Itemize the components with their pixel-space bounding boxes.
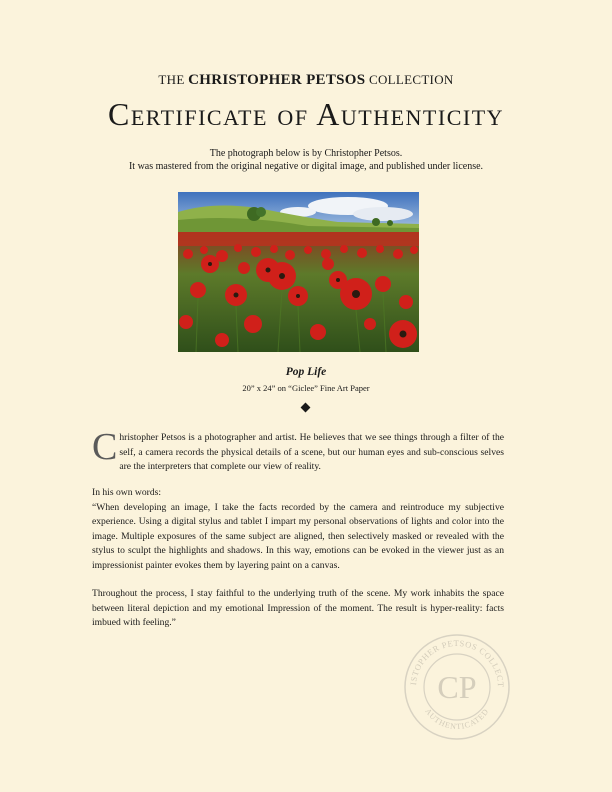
artwork-details: 20” x 24” on “Giclee” Fine Art Paper <box>242 383 370 393</box>
closing-paragraph: Throughout the process, I stay faithful to the underlying truth of the scene. My work inhabits the space between literal depiction and my emotional Impression of the moment. The result is hyper-reality: facts imbued with feeling.” <box>92 588 504 628</box>
intro-text <box>0 147 612 173</box>
seal-monogram: CP <box>437 669 477 705</box>
seal-ring-bottom: AUTHENTICATED <box>423 706 491 732</box>
intro-line-2: It was mastered from the original negative or digital image, and published under license. <box>128 161 484 172</box>
own-words-label: In his own words: <box>92 487 162 498</box>
bio-paragraph <box>92 426 504 475</box>
intro-line-1: The photograph below is by Christopher Petsos. <box>209 148 403 159</box>
certificate-title: Certificate of Authenticity <box>107 96 505 132</box>
bio-text: hristopher Petsos is a photographer and artist. He believes that we see things through a filter of the self, a camera records the physical details of a scene, but our human eyes and sub-conscious selves are the interpreters that complete our view of reality. <box>119 432 504 472</box>
collection-header <box>0 72 612 89</box>
collection-name: CHRISTOPHER PETSOS <box>188 72 366 88</box>
artwork-title: Pop Life <box>285 366 327 378</box>
collection-suffix: COLLECTION <box>368 72 454 87</box>
authentication-seal <box>402 632 512 742</box>
diamond-ornament-icon <box>301 403 311 413</box>
collection-prefix: THE <box>158 72 185 87</box>
artwork-photo <box>178 192 419 352</box>
drop-cap: C <box>92 426 118 468</box>
seal-ring-top: ISTOPHER PETSOS COLLECT <box>408 637 507 688</box>
own-words-quote: “When developing an image, I take the facts recorded by the camera and reintroduce my subjective experience. Using a digital stylus and tablet I impart my personal observations of lights and color into the image. Multiple exposures of the same subject are aligned, then selectively masked or revealed with the stylus to sculpt the highlights and shadows. In this way, emotions can be evoked in the viewer just as an impressionist painter evokes them by layering paint on a canvas. <box>92 501 504 571</box>
own-words-paragraph <box>92 486 504 573</box>
